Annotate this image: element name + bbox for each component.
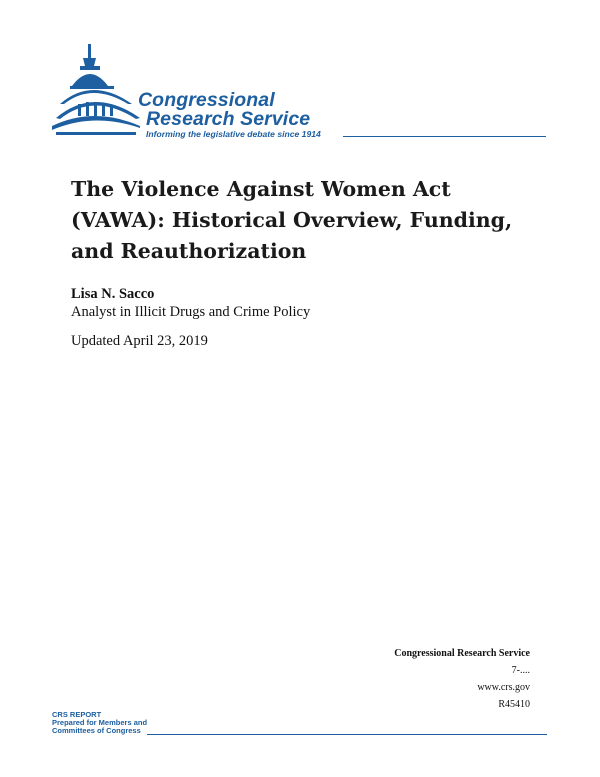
updated-date: Updated April 23, 2019: [71, 333, 208, 349]
footer-label: CRS REPORT: [52, 710, 102, 719]
report-title: The Violence Against Women Act (VAWA): Historical Overview, Funding, and Reauthorization: [71, 177, 513, 263]
footer-brand: [52, 711, 147, 735]
crs-logo: [50, 42, 550, 147]
footer-line-2: Committees of Congress: [52, 726, 141, 735]
meta-report-number: R45410: [498, 699, 530, 710]
logo-line-2: Research Service: [146, 108, 311, 130]
capitol-dome-icon: [50, 42, 145, 142]
logo-line-1: Congressional: [138, 89, 275, 111]
footer-line-1: Prepared for Members and: [52, 718, 148, 727]
footer-rule: [147, 734, 547, 735]
meta-phone: 7-....: [511, 665, 530, 676]
meta-website: www.crs.gov: [477, 682, 530, 693]
meta-organization: Congressional Research Service: [394, 648, 530, 659]
report-meta: [394, 645, 530, 713]
author-role: Analyst in Illicit Drugs and Crime Policy: [71, 304, 311, 320]
logo-rule: [343, 136, 546, 137]
author-name: Lisa N. Sacco: [71, 286, 155, 302]
logo-tagline: Informing the legislative debate since 1914: [146, 129, 321, 139]
